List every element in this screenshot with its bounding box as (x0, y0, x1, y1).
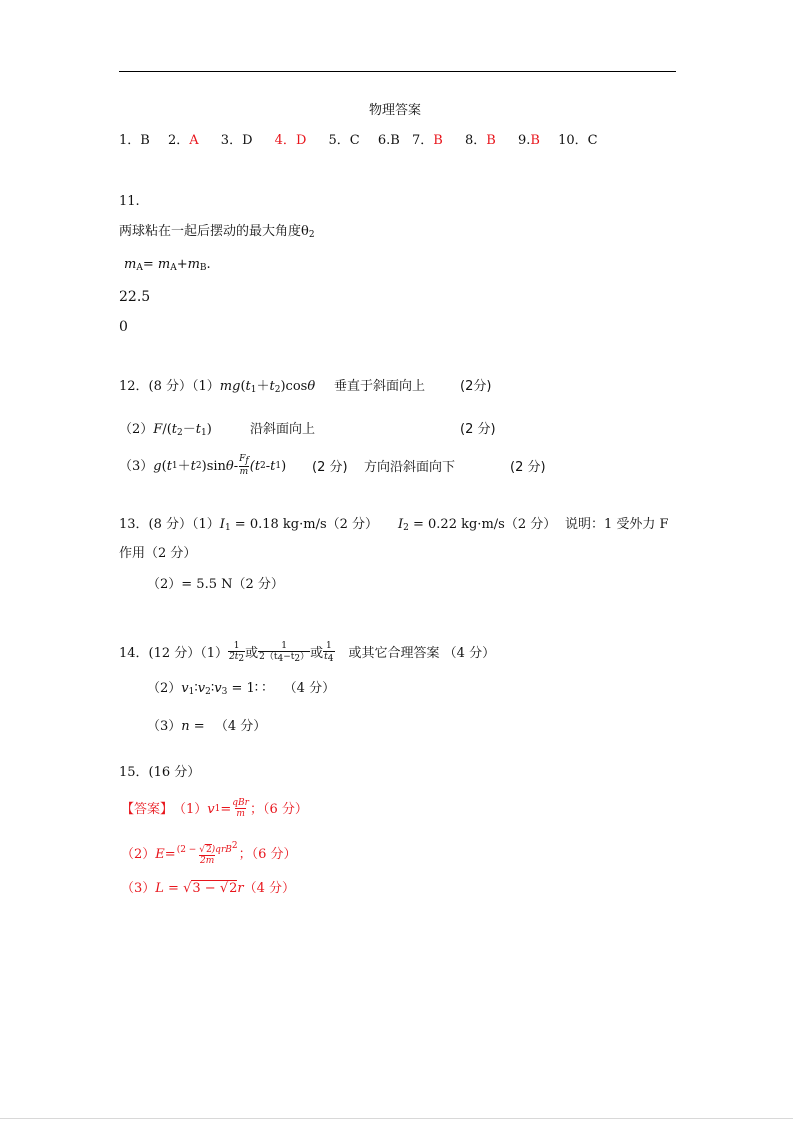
q15-head: 15．(16 分） (119, 765, 201, 780)
mc-10: 10．C (558, 133, 598, 148)
mc-2: 2．A (167, 133, 199, 148)
q12-score-2: (2 分) (460, 422, 496, 437)
q12-score-1: (2分) (460, 379, 492, 394)
mc-6: 6.B (377, 133, 400, 148)
header-rule (119, 71, 676, 72)
q12-line2: $(2)F/(t_2-t_1)$ (119, 422, 212, 438)
q13-line3: （2）= 5.5 N（2 分） (147, 577, 284, 592)
q13-line1: 13．(8 分）$(1)I_1 = 0.18$ kg·m/s（2 分） (119, 517, 379, 533)
q12-direction-3: 方向沿斜面向下 (364, 460, 456, 475)
mc-5: 5．C (328, 133, 360, 148)
q12-line1: 12．(8 分）$(1)mg(t_1+t_2)\cos\theta$ (119, 379, 316, 395)
q12-score-3: (2 分) (312, 460, 348, 475)
mc-answers (119, 134, 598, 147)
q14-line1: 14．(12 分）（1） $\frac{1}{2t2}$ 或 $\frac{1}{2(t4-t2)}$ 或 $\frac{1}{t4}$ 或其它合理答案 （4 分） (119, 641, 496, 664)
q11-number: 11. (119, 194, 140, 209)
q14-fraction-1: $\frac{1}{2t2}$ (229, 641, 245, 664)
q14-fraction-2: $\frac{1}{2(t4-t2)}$ (259, 641, 310, 664)
q15-line3: （3）L = √3 − √2r（4 分） (121, 881, 296, 896)
q13-impulse-2: $I_2 = 0.22$ kg·m/s（2 分） (398, 517, 557, 533)
q14-line2: $(2)v_1∶v_2∶v_3$ = 1∶ ∶ （4 分） (147, 681, 336, 697)
q14-line3: （3）n = （4 分） (147, 719, 267, 734)
mc-7: 7．B (412, 133, 443, 148)
q11-equation: $m_A= m_A+m_B$. (124, 257, 211, 273)
q15-line1: 【答案】 （1） v 1 = $\frac{\text{qBr}}{m}$ ；（6 分） (121, 798, 308, 819)
q15-fraction-1: $\frac{\text{qBr}}{m}$ (232, 798, 249, 819)
q14-fraction-3: $\frac{1}{t4}$ (324, 641, 334, 664)
answer-label: 【答案】 (121, 801, 174, 817)
q11-value-1: 22.5 (119, 289, 151, 305)
q15-line2: （2） E = $\frac{(2 - √2)qrB^2}{2m}$ ；（6 分） (121, 841, 297, 866)
q12-fraction: $\frac{Ff}{m}$ (239, 454, 249, 477)
page-title: 物理答案 (369, 103, 422, 118)
page-bottom-edge (0, 1118, 793, 1119)
q13-note: 说明：1 受外力 F (565, 517, 669, 532)
q13-line2: 作用（2 分） (119, 546, 197, 561)
q12-line3: （3） g ( t 1 ＋ t 2 )sin θ - $\frac{Ff}{m}$ (t 2 -t 1 ) (119, 454, 287, 477)
q11-line1: 两球粘在一起后摆动的最大角度$\theta_2$ (119, 224, 315, 240)
mc-3: 3．D (220, 133, 253, 148)
q12-direction-2: 沿斜面向上 (250, 422, 316, 437)
q12-score-4: (2 分) (510, 460, 546, 475)
mc-9: 9.B (517, 133, 540, 148)
q11-value-2: 0 (119, 319, 128, 335)
q12-direction-1: 垂直于斜面向上 (334, 379, 426, 394)
mc-4: 4．D (274, 133, 307, 148)
mc-8: 8．B (464, 133, 496, 148)
q15-fraction-2: $\frac{(2 - √2)qrB^2}{2m}$ (176, 841, 238, 866)
mc-1: 1．B (119, 133, 150, 148)
